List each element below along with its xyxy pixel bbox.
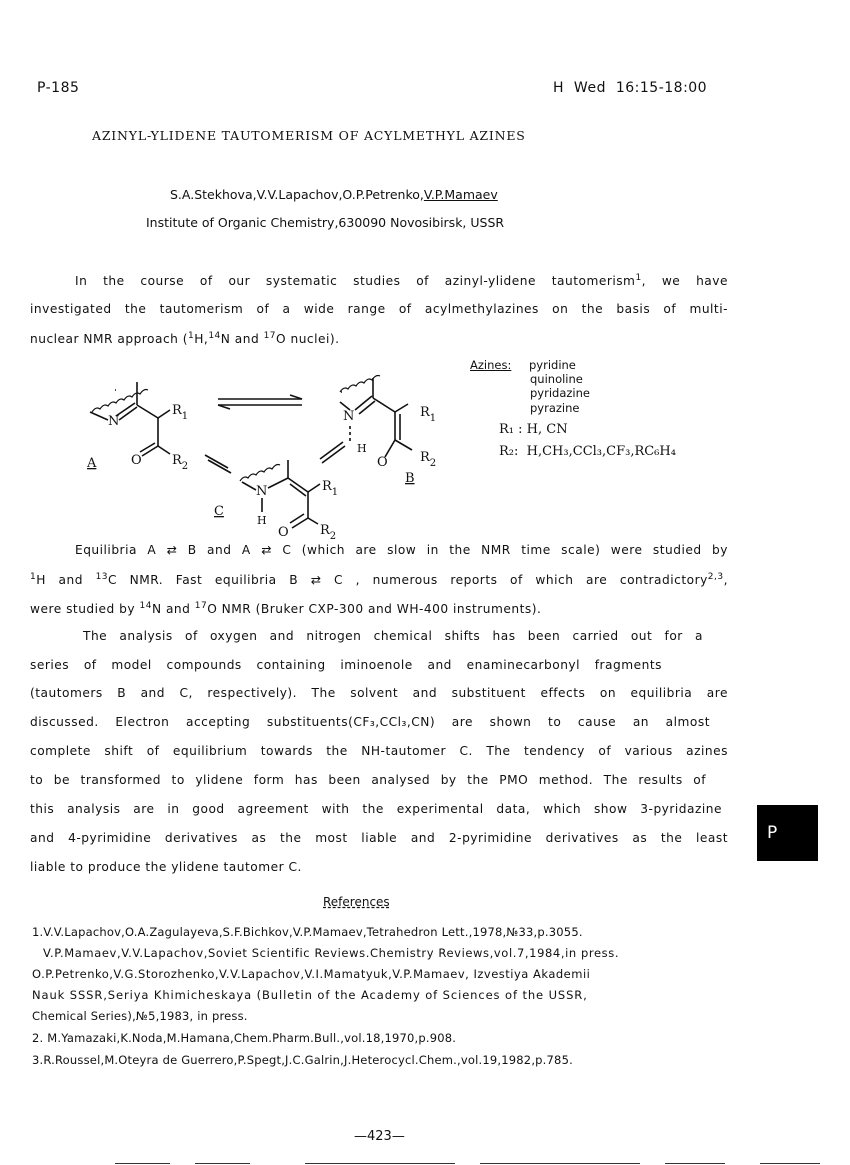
- label-r1: $R_1$: [322, 479, 339, 498]
- atom-h: H: [357, 442, 367, 455]
- atom-o: O: [278, 525, 289, 540]
- page-number: —423—: [354, 1129, 405, 1144]
- body-line: were studied by $^{14}$N and $^{17}$O NMR (Bruker CXP-300 and WH-400 instruments).: [30, 601, 542, 617]
- body-line: discussed. Electron accepting substituents(CF₃,CCl₃,CN) are shown to cause an almost: [30, 715, 710, 729]
- divider: [480, 1163, 640, 1164]
- azine-item: quinoline: [530, 372, 583, 386]
- body-line: nuclear NMR approach ($^1$H,$^{14}$N and $^{17}$O nuclei).: [30, 331, 340, 347]
- azine-item: pyridine: [529, 358, 576, 372]
- reference-item: Chemical Series),№5,1983, in press.: [32, 1009, 248, 1023]
- atom-n: N: [256, 484, 268, 499]
- reference-item: 3.R.Roussel,M.Oteyra de Guerrero,P.Spegt,J.C.Galrin,J.Heterocycl.Chem.,vol.19,1982,p.785.: [32, 1053, 573, 1067]
- divider: [305, 1163, 455, 1164]
- body-line: Equilibria A ⇄ B and A ⇄ C (which are slow in the NMR time scale) were studied by: [75, 543, 728, 557]
- reference-item: V.P.Mamaev,V.V.Lapachov,Soviet Scientific Reviews.Chemistry Reviews,vol.7,1984,in press.: [43, 946, 620, 960]
- label-r1: $R_1$: [420, 405, 437, 424]
- institute: Institute of Organic Chemistry,630090 Novosibirsk, USSR: [146, 215, 505, 230]
- body-line: series of model compounds containing iminoenole and enaminecarbonyl fragments: [30, 658, 662, 672]
- label-r2: $R_2$: [172, 453, 189, 472]
- tautomer-b-label: B: [405, 471, 415, 486]
- divider: [665, 1163, 725, 1164]
- body-line: investigated the tautomerism of a wide range of acylmethylazines on the basis of multi-: [30, 302, 728, 316]
- azines-label: Azines:: [470, 358, 512, 372]
- atom-o: O: [377, 455, 388, 470]
- body-line: complete shift of equilibrium towards the NH-tautomer C. The tendency of various azines: [30, 744, 728, 758]
- label-r1: $R_1$: [172, 403, 189, 422]
- tautomer-c-label: C: [214, 504, 224, 519]
- body-line: The analysis of oxygen and nitrogen chemical shifts has been carried out for a: [83, 629, 703, 643]
- divider: [115, 1163, 170, 1164]
- section-tab: [757, 805, 818, 861]
- reference-item: 2. M.Yamazaki,K.Noda,M.Hamana,Chem.Pharm.Bull.,vol.18,1970,p.908.: [32, 1031, 457, 1045]
- tautomer-a-label: A: [87, 456, 97, 471]
- azine-item: pyrazine: [530, 401, 580, 415]
- reference-item: Nauk SSSR,Seriya Khimicheskaya (Bulletin of the Academy of Sciences of the USSR,: [32, 988, 588, 1002]
- session-time: H Wed 16:15-18:00: [553, 80, 708, 96]
- body-line: liable to produce the ylidene tautomer C.: [30, 860, 302, 874]
- body-line: (tautomers B and C, respectively). The solvent and substituent effects on equilibria are: [30, 686, 728, 700]
- atom-h: H: [257, 514, 267, 527]
- presenting-author: V.P.Mamaev: [423, 187, 498, 202]
- body-line: $^1$H and $^{13}$C NMR. Fast equilibria B ⇄ C , numerous reports of which are contradictory$^{2,3}$,: [30, 572, 728, 588]
- author-list: S.A.Stekhova,V.V.Lapachov,O.P.Petrenko,: [170, 187, 424, 202]
- reference-item: 1.V.V.Lapachov,O.A.Zagulayeva,S.F.Bichkov,V.P.Mamaev,Tetrahedron Lett.,1978,№33,p.3055.: [32, 925, 583, 939]
- references-heading: References: [323, 895, 390, 909]
- label-r2: $R_2$: [320, 523, 337, 542]
- atom-o: O: [131, 453, 142, 468]
- atom-n: N: [343, 409, 355, 424]
- label-r2: $R_2$: [420, 450, 437, 469]
- atom-n: N: [108, 414, 120, 429]
- abstract-code: P-185: [37, 80, 80, 96]
- r2-substituents: R₂: H,CH₃,CCl₃,CF₃,RC₆H₄: [499, 444, 676, 459]
- body-line: to be transformed to ylidene form has been analysed by the PMO method. The results of: [30, 773, 706, 787]
- azine-item: pyridazine: [530, 386, 590, 400]
- reference-item: O.P.Petrenko,V.G.Storozhenko,V.V.Lapachov,V.I.Mamatyuk,V.P.Mamaev, Izvestiya Akademii: [32, 967, 591, 981]
- body-line: In the course of our systematic studies of azinyl-ylidene tautomerism$^1$, we have: [75, 273, 728, 289]
- divider: [195, 1163, 250, 1164]
- divider: [760, 1163, 820, 1164]
- paper-title: AZINYL-YLIDENE TAUTOMERISM OF ACYLMETHYL AZINES: [92, 128, 526, 143]
- body-line: and 4-pyrimidine derivatives as the most liable and 2-pyrimidine derivatives as the least: [30, 831, 728, 845]
- r1-substituents: R₁ : H, CN: [499, 422, 568, 437]
- body-line: this analysis are in good agreement with the experimental data, which show 3-pyridazine: [30, 802, 722, 816]
- section-tab-letter: P: [767, 823, 778, 843]
